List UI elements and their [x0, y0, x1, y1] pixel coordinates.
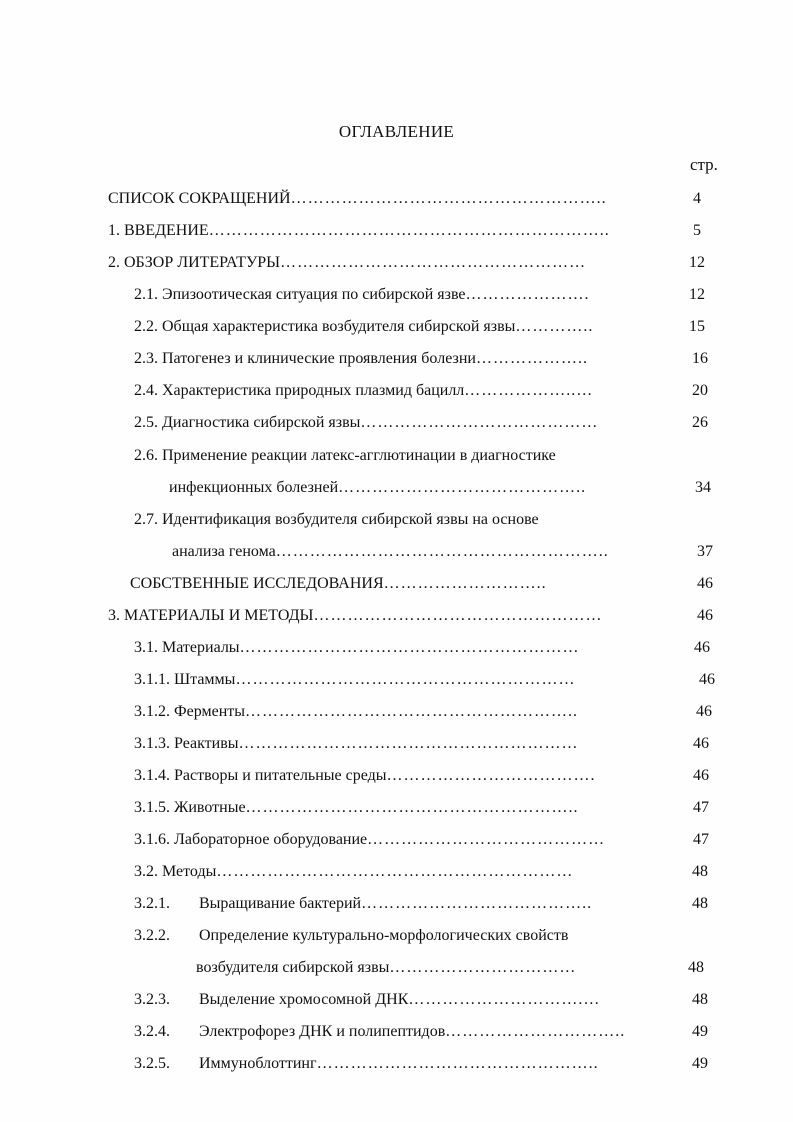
toc-entry-text: 3.1.1. Штаммы — [134, 671, 236, 688]
toc-entry — [108, 251, 670, 275]
toc-entry-text: 2.3. Патогенез и клинические проявления болезни — [134, 350, 476, 367]
toc-page-number: 12 — [689, 286, 705, 303]
toc-page-number: 48 — [692, 895, 708, 912]
toc-entry — [134, 283, 672, 307]
toc-entry-text: 3.1. Материалы — [134, 639, 240, 656]
toc-page-number: 34 — [695, 479, 711, 496]
toc-leader-dots: ………………..… — [464, 382, 594, 399]
toc-leader-dots: ……………….. — [475, 350, 588, 367]
toc-entry-text: Выращивание бактерий — [199, 895, 362, 912]
toc-leader-dots: ……………………………………………………… — [216, 863, 574, 880]
toc-leader-dots: …………………………………………………… — [239, 639, 580, 656]
toc-entry-text: 3.1.2. Ферменты — [134, 703, 246, 720]
toc-page-number: 16 — [692, 350, 708, 367]
toc-page-number: 47 — [693, 799, 709, 816]
toc-entry-number: 3.2.4. — [134, 1023, 170, 1040]
toc-leader-dots: ……………………………………………….. — [290, 190, 607, 207]
toc-entry-number: 3.2.2. — [134, 927, 170, 944]
toc-entry — [134, 860, 666, 884]
toc-entry — [199, 924, 679, 948]
toc-leader-dots: ………….. — [515, 318, 594, 335]
page-column-label: стр. — [690, 155, 718, 174]
toc-entry-text: 2.6. Применение реакции латекс-агглютинации в диагностике — [134, 447, 556, 464]
toc-entry-text: Электрофорез ДНК и полипептидов — [199, 1023, 446, 1040]
toc-page-number: 4 — [693, 190, 701, 207]
toc-entry — [134, 444, 694, 468]
toc-page-number: 46 — [697, 607, 713, 624]
toc-entry — [196, 956, 664, 980]
toc-entry-text: 3.1.5. Животные — [134, 799, 246, 816]
toc-entry-text: 2.7. Идентификация возбудителя сибирской язвы на основе — [134, 511, 539, 528]
toc-page-number: 49 — [692, 1023, 708, 1040]
toc-entry — [134, 379, 676, 403]
toc-leader-dots: ……………………………………………… — [280, 254, 587, 271]
toc-leader-dots: …………………………………………………………….. — [208, 222, 610, 239]
toc-entry-text: инфекционных болезней — [169, 479, 339, 496]
toc-entry-number: 3.2.3. — [134, 991, 170, 1008]
toc-entry — [134, 796, 666, 820]
toc-leader-dots: ………………………………………….. — [316, 1055, 599, 1072]
toc-entry-text: СПИСОК СОКРАЩЕНИЙ — [108, 190, 291, 207]
toc-page-number: 46 — [693, 735, 709, 752]
toc-entry-text: 1. ВВЕДЕНИЕ — [108, 222, 209, 239]
toc-entry — [134, 347, 682, 371]
toc-leader-dots: ………………………………………………….. — [275, 543, 609, 560]
toc-entry-text: анализа генома — [172, 543, 276, 560]
toc-leader-dots: …………………………………… — [360, 414, 599, 431]
toc-page-number: 46 — [699, 671, 715, 688]
page-title: ОГЛАВЛЕНИЕ — [338, 122, 455, 141]
toc-entry-text: 3.1.3. Реактивы — [134, 735, 239, 752]
toc-leader-dots: ………………………………….. — [361, 895, 593, 912]
toc-leader-dots: ………………………….… — [408, 991, 601, 1008]
toc-entry-text: 3.2. Методы — [134, 863, 217, 880]
toc-entry — [134, 411, 676, 435]
toc-entry — [130, 572, 686, 596]
toc-entry-number: 3.2.1. — [134, 895, 170, 912]
toc-entry-text: 2.5. Диагностика сибирской язвы — [134, 414, 361, 431]
toc-entry-text: 2.4. Характеристика природных плазмид бацилл — [134, 382, 465, 399]
toc-entry-text: 3.1.4. Растворы и питательные среды — [134, 767, 387, 784]
toc-entry — [134, 508, 694, 532]
toc-page-number: 46 — [693, 767, 709, 784]
toc-entry — [134, 668, 668, 692]
toc-page-number: 47 — [693, 831, 709, 848]
toc-entry — [108, 187, 668, 211]
toc-leader-dots: ……………………….. — [383, 575, 547, 592]
toc-entry-text: 3. МАТЕРИАЛЫ И МЕТОДЫ — [108, 607, 314, 624]
toc-leader-dots: ………………………………………………….. — [245, 703, 579, 720]
toc-page-number: 15 — [689, 318, 705, 335]
toc-entry — [108, 604, 686, 628]
toc-entry-text: 2.2. Общая характеристика возбудителя сибирской язвы — [134, 318, 516, 335]
toc-leader-dots: …………………………………….. — [338, 479, 587, 496]
toc-entry — [169, 476, 684, 500]
toc-page-number: 48 — [692, 863, 708, 880]
toc-page-number: 37 — [697, 543, 713, 560]
toc-entry-text: Иммуноблоттинг — [199, 1055, 317, 1072]
toc-entry — [199, 1052, 679, 1076]
toc-entry-number: 3.2.5. — [134, 1055, 170, 1072]
toc-page-number: 49 — [692, 1055, 708, 1072]
toc-leader-dots: ………………………….. — [445, 1023, 626, 1040]
toc-leader-dots: …………………………… — [389, 959, 577, 976]
toc-leader-dots: …………………………………………………… — [235, 671, 576, 688]
toc-entry-text: 2. ОБЗОР ЛИТЕРАТУРЫ — [108, 254, 281, 271]
toc-leader-dots: …………………………………………………… — [238, 735, 579, 752]
toc-entry — [108, 219, 668, 243]
toc-entry — [134, 764, 666, 788]
toc-entry-text: возбудителя сибирской язвы — [196, 959, 390, 976]
toc-page-number: 20 — [692, 382, 708, 399]
toc-leader-dots: …………………………………………… — [313, 607, 603, 624]
toc-entry-text: 2.1. Эпизоотическая ситуация по сибирской язве — [134, 286, 466, 303]
toc-page-number: 5 — [693, 222, 701, 239]
toc-leader-dots: ………………………………………………….. — [245, 799, 579, 816]
toc-entry — [134, 700, 666, 724]
toc-entry — [134, 636, 666, 660]
toc-entry — [172, 540, 686, 564]
toc-page-number: 46 — [697, 575, 713, 592]
toc-entry — [199, 892, 679, 916]
toc-entry-text: Определение культурально-морфологических свойств — [199, 927, 569, 944]
toc-page-number: 46 — [694, 639, 710, 656]
toc-page-number: 48 — [692, 991, 708, 1008]
toc-leader-dots: …………………………………… — [367, 831, 606, 848]
toc-entry — [134, 732, 666, 756]
toc-page-number: 26 — [692, 414, 708, 431]
toc-entry-text: Выделение хромосомной ДНК — [199, 991, 409, 1008]
toc-entry — [134, 828, 666, 852]
toc-page-number: 46 — [696, 703, 712, 720]
toc-entry-text: СОБСТВЕННЫЕ ИССЛЕДОВАНИЯ — [130, 575, 384, 592]
toc-entry — [199, 1020, 679, 1044]
toc-entry — [134, 315, 674, 339]
toc-entry-text: 3.1.6. Лабораторное оборудование — [134, 831, 368, 848]
toc-leader-dots: ………………………………. — [386, 767, 596, 784]
toc-leader-dots: …………………. — [465, 286, 590, 303]
toc-page-number: 12 — [689, 254, 705, 271]
toc-entry — [199, 988, 673, 1012]
toc-page-number: 48 — [688, 959, 704, 976]
